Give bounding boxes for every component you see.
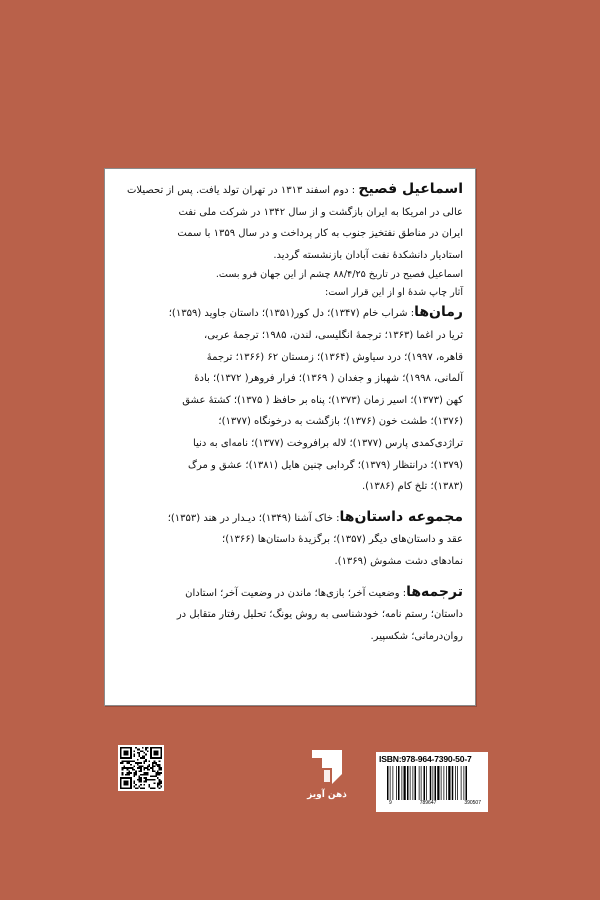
bio-line: عالی در امریکا به ایران بازگشت و از سال ۱۳۴۲ در شرکت ملی نفت	[178, 206, 463, 218]
publisher-logo	[302, 744, 352, 804]
publisher-name: ذهن آویز	[307, 790, 347, 800]
stories-line: عقد و داستان‌های دیگر (۱۳۵۷)؛ برگزیدهٔ داستان‌ها (۱۳۶۶)؛	[222, 534, 463, 546]
barcode-bars	[379, 766, 485, 800]
stories-line-text: : خاک آشنا (۱۳۴۹)؛ دیـدار در هند (۱۳۵۳)؛	[167, 512, 340, 524]
publisher-logo-icon	[302, 744, 352, 790]
barcode-digits	[379, 800, 485, 806]
translations-line: روان‌درمانی؛ شکسپیر.	[370, 630, 463, 642]
novels-line: آلمانی، ۱۹۹۸)؛ شهباز و جغدان ( ۱۳۶۹)؛ فرار فروهر( ۱۳۷۲)؛ بادهٔ	[194, 373, 463, 385]
qr-code-graphic	[120, 747, 162, 789]
author-name: اسماعیل فصیح	[358, 181, 463, 197]
barcode-digit-first: 9	[389, 800, 392, 806]
qr-code	[118, 745, 164, 791]
translations-line: داستان؛ رستم نامه؛ خودشناسی به روش یونگ؛ تحلیل رفتار متقابل در	[176, 609, 463, 621]
novels-section	[117, 302, 463, 497]
stories-line	[117, 507, 463, 530]
stories-section	[117, 507, 463, 573]
novels-line: ثریا در اغما (۱۳۶۳؛ ترجمهٔ انگلیسی، لندن، ۱۹۸۵؛ ترجمهٔ عربی،	[204, 329, 463, 341]
bio-line: اسماعیل فصیح در تاریخ ۸۸/۴/۲۵ چشم از این جهان فرو بست.	[215, 269, 463, 281]
bio-section	[117, 179, 463, 302]
translations-heading: ترجمه‌ها	[406, 583, 463, 600]
author-info-panel	[104, 168, 476, 706]
bio-line: آثار چاپ شدهٔ او از این قرار است:	[325, 287, 463, 299]
barcode-digits-left: 789647	[419, 800, 437, 806]
novels-line: (۱۳۷۹)؛ درانتظار (۱۳۷۹)؛ گردابی چنین هایل (۱۳۸۱)؛ عشق و مرگ	[188, 459, 463, 471]
translations-line	[117, 582, 463, 605]
stories-line: نمادهای دشت مشوش (۱۳۶۹).	[334, 555, 463, 567]
translations-section	[117, 582, 463, 648]
bio-line: ایران در مناطق نفتخیز جنوب به کار پرداخت و در سال ۱۳۵۹ با سمت	[177, 228, 463, 240]
novels-line: (۱۳۸۳)؛ تلخ کام (۱۳۸۶).	[361, 481, 463, 493]
barcode-digits-right: 390507	[464, 800, 481, 806]
stories-heading: مجموعه داستان‌ها	[339, 508, 463, 525]
novels-line: قاهره، ۱۹۹۷)؛ درد سیاوش (۱۳۶۴)؛ زمستان ۶۲ (۱۳۶۶؛ ترجمهٔ	[206, 351, 463, 363]
barcode-label	[376, 752, 488, 812]
novels-heading: رمان‌ها	[414, 304, 463, 321]
bio-line-text: : دوم اسفند ۱۳۱۳ در تهران تولد یافت. پس از تحصیلات	[126, 185, 356, 196]
translations-line-text: : وضعیت آخر؛ بازی‌ها؛ ماندن در وضعیت آخر؛ استادان	[185, 587, 407, 599]
novels-line-text: : شراب خام (۱۳۴۷)؛ دل کور(۱۳۵۱)؛ داستان جاوید (۱۳۵۹)؛	[168, 308, 415, 320]
novels-line	[117, 302, 463, 325]
novels-line: تراژدی‌کمدی پارس (۱۳۷۷)؛ لاله برافروخت (۱۳۷۷)؛ نامه‌ای به دنیا	[193, 437, 463, 449]
isbn-text: ISBN:978-964-7390-50-7	[379, 754, 472, 764]
novels-line: (۱۳۷۶)؛ طشت خون (۱۳۷۶)؛ بازگشت به درخونگاه (۱۳۷۷)؛	[218, 416, 463, 428]
bio-line	[117, 179, 463, 202]
bio-line: استادیار دانشکدهٔ نفت آبادان بازنشسته گردید.	[273, 249, 463, 261]
novels-line: کهن (۱۳۷۳)؛ اسیر زمان (۱۳۷۳)؛ پناه بر حافظ ( ۱۳۷۵)؛ کشتهٔ عشق	[182, 394, 463, 406]
